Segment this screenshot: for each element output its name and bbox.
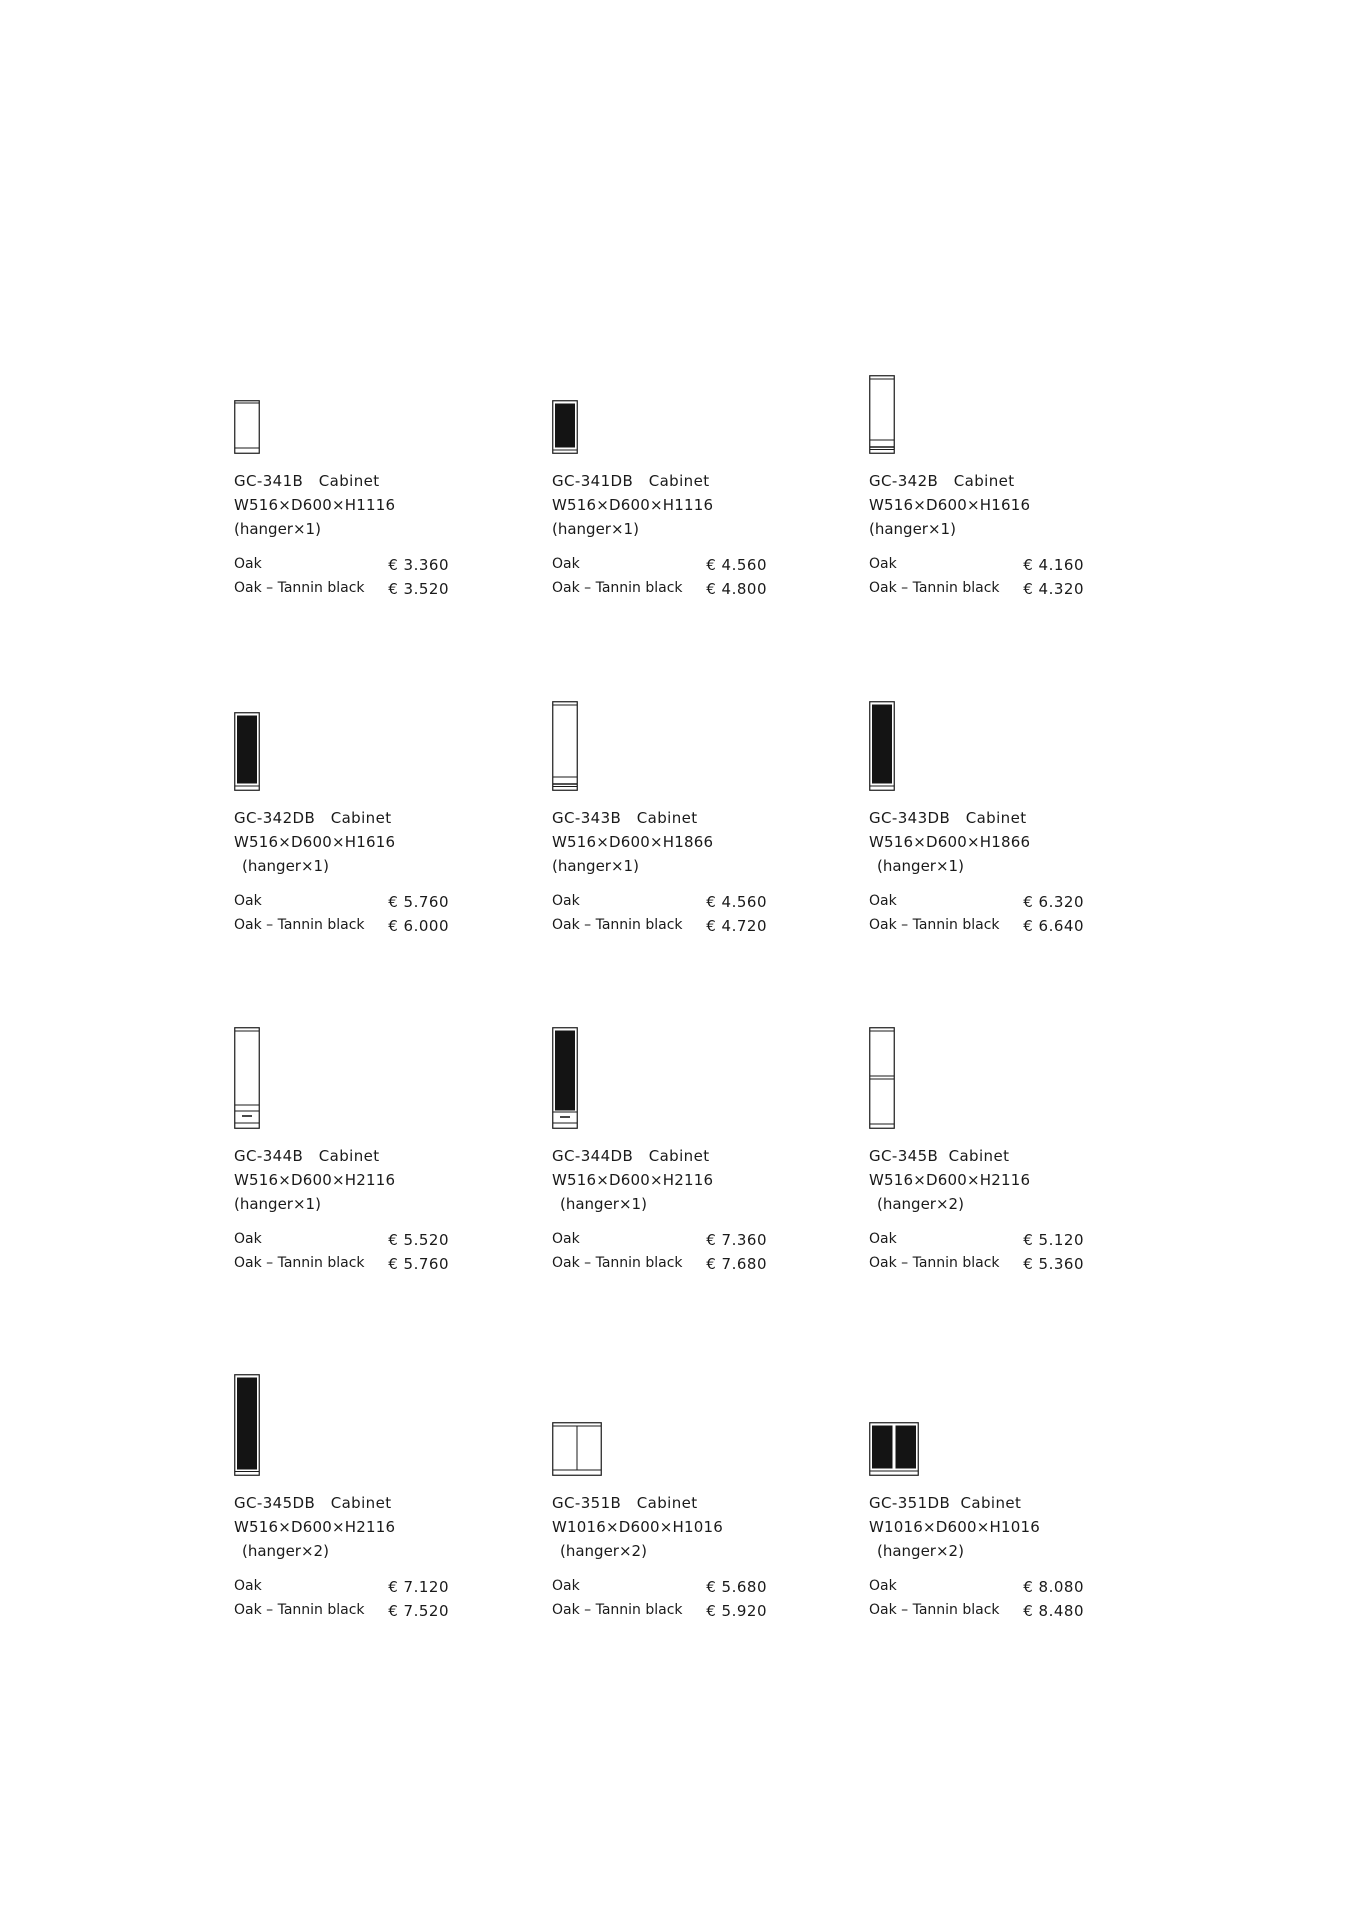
product-title: GC-345DB Cabinet [234,1494,392,1512]
price-value: € 7.360 [706,1231,767,1249]
cabinet-drawing [869,1045,1109,1129]
price-value: € 4.560 [706,556,767,574]
product-hanger: (hanger×1) [869,520,956,538]
price-value: € 3.360 [388,556,449,574]
product-dimensions: W516×D600×H1616 [234,833,396,851]
price-row-oak: Oak € 5.520 [234,1231,449,1249]
product-card-gc-351b [552,1392,792,1692]
price-list [234,893,449,941]
product-hanger: (hanger×1) [560,1195,647,1213]
price-row-tannin: Oak – Tannin black € 7.520 [234,1602,449,1620]
price-list [869,556,1084,604]
product-card-gc-345db [234,1392,474,1692]
product-hanger: (hanger×1) [242,857,329,875]
price-row-tannin: Oak – Tannin black € 4.320 [869,580,1084,598]
price-value: € 4.160 [1023,556,1084,574]
price-list [234,556,449,604]
price-row-oak: Oak € 4.560 [552,556,767,574]
product-title: GC-344DB Cabinet [552,1147,710,1165]
cabinet-open-drawer-icon [552,701,578,791]
product-card-gc-351db [869,1392,1109,1692]
product-dimensions: W516×D600×H2116 [234,1518,396,1536]
product-hanger: (hanger×1) [877,857,964,875]
price-row-tannin: Oak – Tannin black € 4.720 [552,917,767,935]
cabinet-drawing [552,707,792,791]
price-row-oak: Oak € 5.680 [552,1578,767,1596]
product-hanger: (hanger×2) [242,1542,329,1560]
product-title: GC-351B Cabinet [552,1494,698,1512]
product-dimensions: W516×D600×H2116 [869,1171,1031,1189]
price-list [234,1578,449,1626]
cabinet-dark-icon [234,1374,260,1476]
cabinet-dark-icon [234,712,260,791]
cabinet-drawing [869,370,1109,454]
price-value: € 4.720 [706,917,767,935]
product-dimensions: W1016×D600×H1016 [552,1518,723,1536]
cabinet-open-drawer-icon [869,375,895,454]
product-title: GC-341B Cabinet [234,472,380,490]
product-card-gc-345b [869,1045,1109,1345]
product-card-gc-344db [552,1045,792,1345]
price-value: € 8.480 [1023,1602,1084,1620]
cabinet-dark-drawer-icon [552,1027,578,1129]
product-card-gc-342b [869,370,1109,670]
price-row-tannin: Oak – Tannin black € 3.520 [234,580,449,598]
product-title: GC-351DB Cabinet [869,1494,1022,1512]
product-dimensions: W516×D600×H2116 [234,1171,396,1189]
product-title: GC-345B Cabinet [869,1147,1010,1165]
cabinet-drawing [234,370,474,454]
price-row-tannin: Oak – Tannin black € 5.360 [869,1255,1084,1273]
cabinet-drawing [552,1045,792,1129]
cabinet-wide-open-icon [552,1422,602,1476]
price-value: € 4.320 [1023,580,1084,598]
price-value: € 5.120 [1023,1231,1084,1249]
price-value: € 6.320 [1023,893,1084,911]
cabinet-drawing [234,707,474,791]
price-row-oak: Oak € 5.120 [869,1231,1084,1249]
price-list [552,1578,767,1626]
price-row-oak: Oak € 5.760 [234,893,449,911]
product-card-gc-344b [234,1045,474,1345]
product-dimensions: W516×D600×H1616 [869,496,1031,514]
price-value: € 5.760 [388,893,449,911]
price-row-tannin: Oak – Tannin black € 5.920 [552,1602,767,1620]
product-hanger: (hanger×2) [877,1542,964,1560]
price-list [552,893,767,941]
price-row-oak: Oak € 8.080 [869,1578,1084,1596]
price-value: € 5.360 [1023,1255,1084,1273]
product-title: GC-344B Cabinet [234,1147,380,1165]
product-card-gc-341b [234,370,474,670]
cabinet-drawing [869,1392,1109,1476]
price-row-tannin: Oak – Tannin black € 4.800 [552,580,767,598]
price-list [234,1231,449,1279]
price-value: € 5.680 [706,1578,767,1596]
product-dimensions: W516×D600×H1116 [234,496,396,514]
product-card-gc-342db [234,707,474,1007]
cabinet-split-icon [869,1027,895,1129]
price-value: € 5.920 [706,1602,767,1620]
price-row-oak: Oak € 7.360 [552,1231,767,1249]
price-value: € 4.800 [706,580,767,598]
price-value: € 3.520 [388,580,449,598]
price-list [552,1231,767,1279]
price-list [869,893,1084,941]
product-title: GC-342DB Cabinet [234,809,392,827]
price-value: € 8.080 [1023,1578,1084,1596]
price-list [552,556,767,604]
price-row-tannin: Oak – Tannin black € 7.680 [552,1255,767,1273]
price-row-oak: Oak € 7.120 [234,1578,449,1596]
price-row-tannin: Oak – Tannin black € 8.480 [869,1602,1084,1620]
price-list [869,1231,1084,1279]
price-row-oak: Oak € 4.160 [869,556,1084,574]
product-dimensions: W1016×D600×H1016 [869,1518,1040,1536]
price-value: € 6.640 [1023,917,1084,935]
cabinet-drawing [552,1392,792,1476]
price-row-oak: Oak € 6.320 [869,893,1084,911]
product-title: GC-343B Cabinet [552,809,698,827]
product-hanger: (hanger×1) [234,1195,321,1213]
product-dimensions: W516×D600×H1116 [552,496,714,514]
price-value: € 7.520 [388,1602,449,1620]
product-dimensions: W516×D600×H2116 [552,1171,714,1189]
product-title: GC-342B Cabinet [869,472,1015,490]
cabinet-open-icon [234,400,260,454]
cabinet-wide-dark-icon [869,1422,919,1476]
cabinet-dark-icon [552,400,578,454]
product-title: GC-341DB Cabinet [552,472,710,490]
price-row-tannin: Oak – Tannin black € 6.640 [869,917,1084,935]
cabinet-drawing [234,1045,474,1129]
product-dimensions: W516×D600×H1866 [869,833,1031,851]
price-value: € 5.760 [388,1255,449,1273]
price-row-oak: Oak € 3.360 [234,556,449,574]
price-value: € 5.520 [388,1231,449,1249]
price-row-tannin: Oak – Tannin black € 6.000 [234,917,449,935]
product-hanger: (hanger×1) [234,520,321,538]
product-dimensions: W516×D600×H1866 [552,833,714,851]
cabinet-drawing [552,370,792,454]
cabinet-drawing [234,1392,474,1476]
price-value: € 4.560 [706,893,767,911]
price-row-oak: Oak € 4.560 [552,893,767,911]
price-value: € 7.680 [706,1255,767,1273]
cabinet-dark-icon [869,701,895,791]
cabinet-drawing [869,707,1109,791]
product-hanger: (hanger×1) [552,857,639,875]
product-title: GC-343DB Cabinet [869,809,1027,827]
product-card-gc-343db [869,707,1109,1007]
product-hanger: (hanger×1) [552,520,639,538]
price-list [869,1578,1084,1626]
product-card-gc-343b [552,707,792,1007]
product-hanger: (hanger×2) [877,1195,964,1213]
product-card-gc-341db [552,370,792,670]
cabinet-open-drawer-icon [234,1027,260,1129]
price-value: € 7.120 [388,1578,449,1596]
price-row-tannin: Oak – Tannin black € 5.760 [234,1255,449,1273]
product-hanger: (hanger×2) [560,1542,647,1560]
price-value: € 6.000 [388,917,449,935]
